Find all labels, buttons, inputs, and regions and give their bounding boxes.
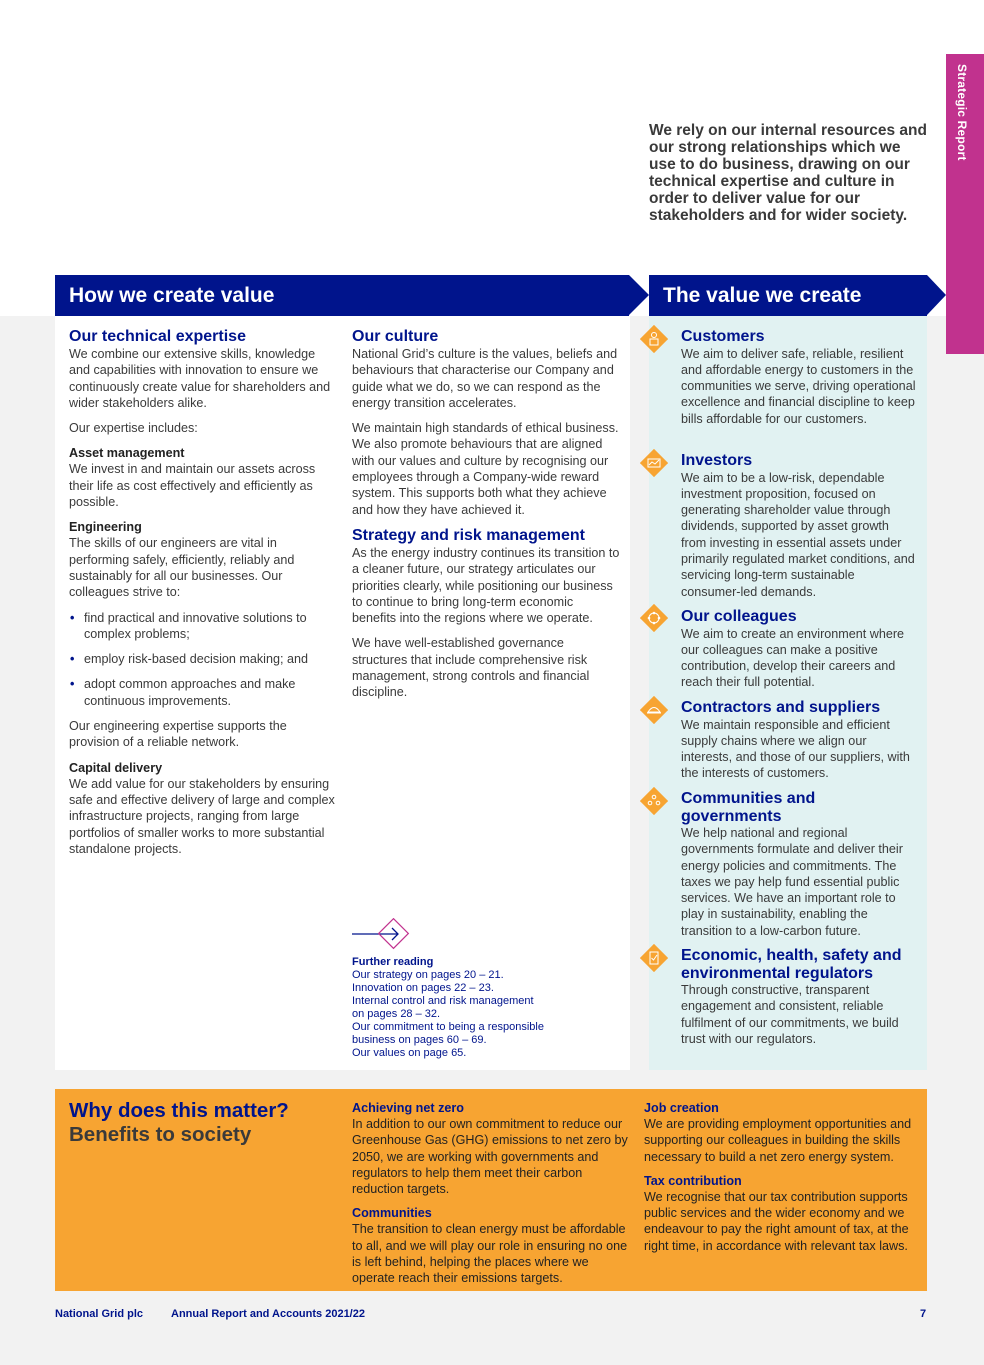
- customer-icon: [640, 325, 668, 353]
- value-title: Investors: [681, 452, 753, 469]
- technical-title: Our technical expertise: [69, 328, 246, 345]
- list-item: • adopt common approaches and make continuous improvements.: [69, 676, 337, 709]
- culture-p1: National Grid’s culture is the values, beliefs and behaviours that characterise our Company and guide what we do, so we can respond as the energy transition accelerates.: [352, 347, 618, 410]
- value-title: Contractors and suppliers: [681, 699, 881, 716]
- engineering-title: Engineering: [69, 520, 142, 535]
- culture-title: Our culture: [352, 328, 439, 345]
- page-number: 7: [920, 1308, 927, 1320]
- community-icon: [640, 787, 668, 815]
- further-reading-link[interactable]: on pages 28 – 32.: [352, 1008, 441, 1020]
- section-tab[interactable]: [946, 54, 984, 354]
- further-reading-arrow-icon: [352, 918, 412, 950]
- communities-title: Communities: [352, 1206, 432, 1221]
- list-item: • employ risk-based decision making; and: [69, 651, 337, 667]
- footer-report-title: Annual Report and Accounts 2021/22: [171, 1308, 365, 1320]
- further-reading: [352, 956, 582, 1060]
- communities-text: The transition to clean energy must be affordable to all, and we will play our role in ensuring no one is left behind, helping the places where we operate reach their emissions targets.: [352, 1222, 628, 1286]
- capital-delivery-title: Capital delivery: [69, 760, 163, 775]
- asset-management-text: We invest in and maintain our assets across their life as cost effectively and efficiently as possible.: [69, 462, 316, 510]
- value-colleagues: [681, 608, 917, 691]
- strategy-p1: As the energy industry continues its transition to a cleaner future, our strategy articulates our priorities clearly, while positioning our business to continue to bring long-term economic benefits into the regions where we operate.: [352, 545, 620, 626]
- value-contractors: [681, 699, 917, 782]
- engineering-support: Our engineering expertise supports the provision of a reliable network.: [69, 719, 287, 750]
- strategy-p2: We have well-established governance structures that include comprehensive risk management, strong controls and financial discipline.: [352, 636, 590, 700]
- job-creation-title: Job creation: [644, 1101, 719, 1115]
- further-reading-title: Further reading: [352, 956, 434, 968]
- value-title: Economic, health, safety and environmental regulators: [681, 947, 902, 982]
- engineering-bullets: [69, 610, 337, 709]
- hardhat-icon: [640, 696, 668, 724]
- asset-management-title: Asset management: [69, 446, 185, 461]
- tax-contribution-text: We recognise that our tax contribution supports public services and the wider economy and we endeavour to pay the right amount of tax, at the right time, in accordance with relevant tax laws.: [644, 1189, 909, 1253]
- capital-delivery-text: We add value for our stakeholders by ensuring safe and effective delivery of large and complex infrastructure projects, ranging from large portfolios of smaller works to more substantial standalone projects.: [69, 776, 335, 856]
- intro-text: We rely on our internal resources and our strong relationships which we use to do business, drawing on our technical expertise and culture in order to deliver value for our stakeholders and for wider society.: [649, 122, 927, 224]
- benefits-column-right: [644, 1100, 920, 1262]
- value-title: Our colleagues: [681, 608, 797, 625]
- value-communities: [681, 790, 917, 939]
- value-customers: [681, 328, 917, 427]
- further-reading-link[interactable]: Our values on page 65.: [352, 1047, 467, 1059]
- header-arrow-right: [927, 275, 946, 315]
- value-text: We maintain responsible and efficient supply chains where we align our interests, and those of our suppliers, with the interests of customers.: [681, 717, 910, 781]
- further-reading-link[interactable]: Our strategy on pages 20 – 21.: [352, 969, 504, 981]
- value-text: Through constructive, transparent engagement and consistent, reliable fulfilment of our commitments, we build trust with our regulators.: [681, 983, 899, 1046]
- value-regulators: [681, 947, 917, 1047]
- benefits-column-middle: [352, 1100, 632, 1295]
- value-we-create-header: The value we create: [649, 275, 927, 316]
- value-text: We aim to be a low-risk, dependable investment proposition, focused on generating shareholder value through dividends, supported by asset growth from investing in essential assets under primarily regulated market conditions, and servicing long-term sustainable consumer-led demands.: [681, 470, 915, 599]
- strategy-title: Strategy and risk management: [352, 526, 585, 544]
- value-title: Customers: [681, 328, 765, 345]
- culture-p2: We maintain high standards of ethical business. We also promote behaviours that are aligned with our values and culture by recognising our employees through a Company-wide reward system. This supports both what they achieve and how they have achieved it.: [352, 421, 619, 517]
- colleagues-icon: [640, 604, 668, 632]
- net-zero-title: Achieving net zero: [352, 1101, 464, 1115]
- value-text: We aim to create an environment where our colleagues can make a positive contribution, develop their careers and reach their full potential.: [681, 626, 905, 690]
- footer-company: National Grid plc: [55, 1308, 144, 1320]
- list-item: • find practical and innovative solutions to complex problems;: [69, 610, 337, 643]
- tax-contribution-title: Tax contribution: [644, 1173, 742, 1188]
- benefits-heading: [69, 1099, 329, 1147]
- how-we-create-value-header: How we create value: [55, 275, 629, 316]
- further-reading-link[interactable]: Internal control and risk management: [352, 995, 534, 1007]
- section-tab-label: Strategic Report: [955, 64, 969, 161]
- engineering-text: The skills of our engineers are vital in performing safely, efficiently, reliably and sustainably for all our businesses. Our colleagues strive to:: [69, 536, 295, 600]
- technical-expertise-column: [69, 328, 337, 866]
- value-text: We aim to deliver safe, reliable, resilient and affordable energy to customers in the communities we serve, driving operational excellence and financial discipline to keep bills affordable for our customers.: [681, 346, 916, 426]
- benefits-heading-line1: Why does this matter?: [69, 1099, 289, 1122]
- technical-intro: We combine our extensive skills, knowledge and capabilities with innovation to ensure we continuously create value for shareholders and wider stakeholders alike.: [69, 347, 331, 410]
- further-reading-link[interactable]: business on pages 60 – 69.: [352, 1034, 487, 1046]
- expertise-includes: Our expertise includes:: [69, 421, 198, 436]
- further-reading-link[interactable]: Innovation on pages 22 – 23.: [352, 982, 494, 994]
- culture-column: [352, 328, 620, 710]
- value-investors: [681, 452, 917, 600]
- header-arrow-left: [629, 275, 649, 315]
- value-text: We help national and regional governments formulate and deliver their energy policies and commitments. The taxes we pay help fund essential public services. We have an important role to play in sustainability, enabling the transition to a low-carbon future.: [681, 826, 903, 938]
- value-title: Communities and governments: [681, 790, 816, 825]
- further-reading-link[interactable]: Our commitment to being a responsible: [352, 1021, 544, 1033]
- job-creation-text: We are providing employment opportunities and supporting our colleagues in building the skills necessary to build a net zero energy system.: [644, 1117, 912, 1164]
- investor-icon: [640, 449, 668, 477]
- benefits-heading-line2: Benefits to society: [69, 1123, 252, 1146]
- regulator-icon: [640, 944, 668, 972]
- net-zero-text: In addition to our own commitment to reduce our Greenhouse Gas (GHG) emissions to net zero by 2050, we are working with governments and regulators to help them meet their carbon reduction targets.: [352, 1117, 628, 1197]
